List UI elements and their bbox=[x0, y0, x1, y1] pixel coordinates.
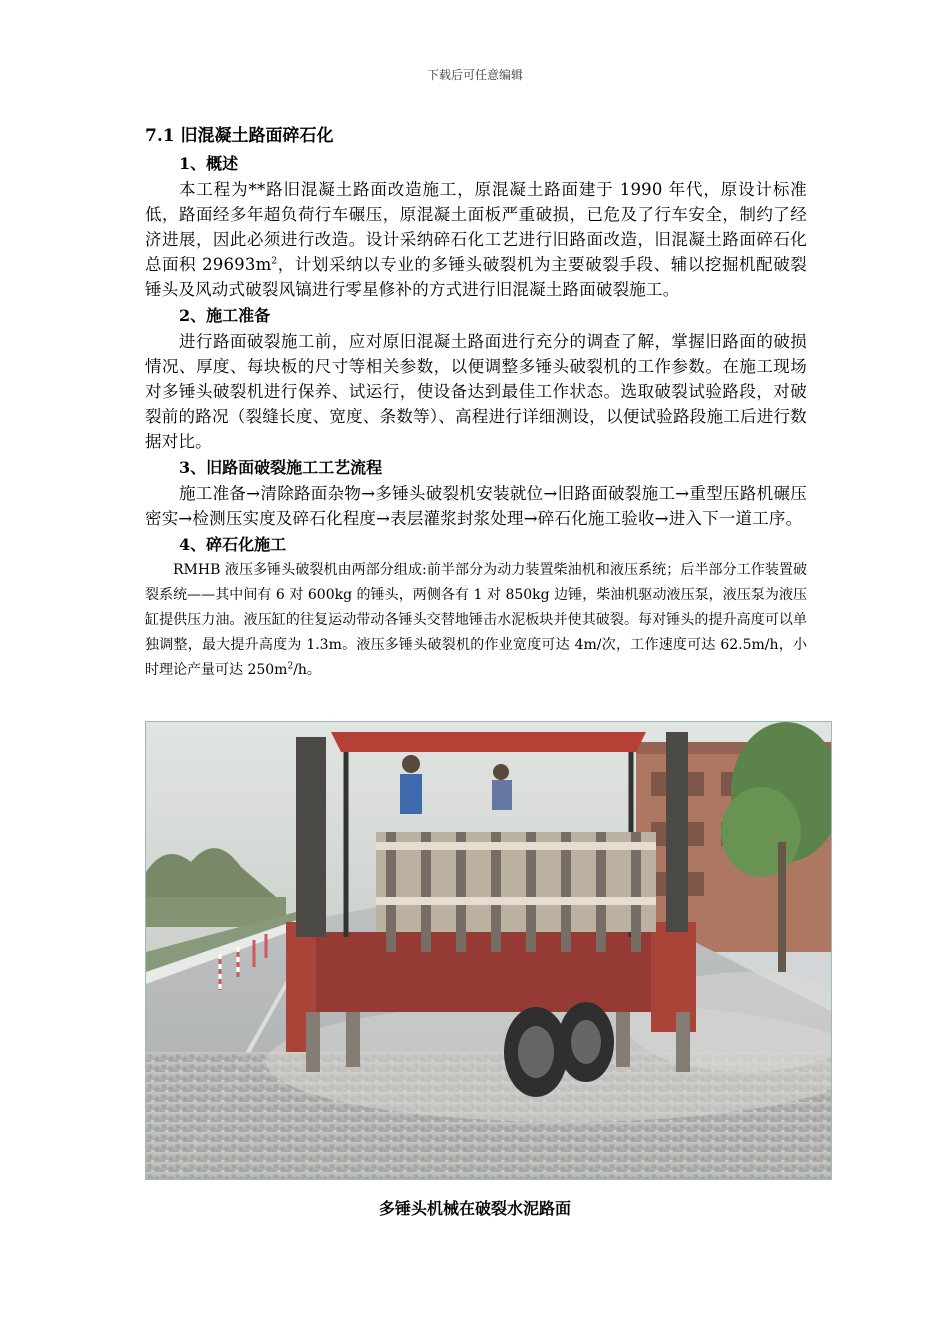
prep-heading: 2、施工准备 bbox=[179, 306, 271, 325]
prep-paragraph: 进行路面破裂施工前，应对原旧混凝土路面进行充分的调查了解，掌握旧路面的破损情况、厚度、每块板的尺寸等相关参数，以便调整多锤头破裂机的工作参数。在施工现场对多锤头破裂机进行保养、试运行，使设备达到最佳工作状态。选取破裂试验路段，对破裂前的路况（裂缝长度、宽度、条数等）、高程进行详细测设，以便试验路段施工后进行数据对比。 bbox=[145, 332, 807, 451]
section-title: 7.1 旧混凝土路面碎石化 bbox=[145, 126, 334, 146]
flow-paragraph: 施工准备→清除路面杂物→多锤头破裂机安装就位→旧路面破裂施工→重型压路机碾压密实→检测压实度及碎石化程度→表层灌浆封浆处理→碎石化施工验收→进入下一道工序。 bbox=[145, 484, 807, 528]
overview-paragraph bbox=[145, 177, 807, 302]
gravel-heading: 4、碎石化施工 bbox=[179, 535, 287, 554]
gravel-superscript: 2 bbox=[287, 661, 294, 672]
figure-caption: 多锤头机械在破裂水泥路面 bbox=[378, 1199, 571, 1218]
photo-illustration bbox=[146, 722, 832, 1180]
page-header-note: 下载后可任意编辑 bbox=[426, 68, 523, 82]
overview-heading: 1、概述 bbox=[179, 154, 239, 173]
overview-text-b: ，计划采纳以专业的多锤头破裂机为主要破裂手段、辅以挖掘机配破裂锤头及风动式破裂风镐进行零星修补的方式进行旧混凝土路面破裂施工。 bbox=[145, 255, 807, 299]
overview-text-a: 本工程为**路旧混凝土路面改造施工，原混凝土路面建于 1990 年代，原设计标准低，路面经多年超负荷行车碾压，原混凝土面板严重破损，已危及了行车安全，制约了经济进展，因此必须进行改造。设计采纳碎石化工艺进行旧路面改造，旧混凝土路面碎石化总面积 29693m bbox=[145, 180, 807, 274]
breaker-machine-photo bbox=[145, 721, 832, 1180]
gravel-text-a: RMHB 液压多锤头破裂机由两部分组成:前半部分为动力装置柴油机和液压系统；后半部分工作装置破裂系统——其中间有 6 对 600kg 的锤头，两侧各有 1 对 850kg 边锤，柴油机驱动液压泵，液压泵为液压缸提供压力油。液压缸的往复运动带动各锤头交替地锤击水泥板块并使其破裂。每对锤头的提升高度可以单独调整，最大提升高度为 1.3m。液压多锤头破裂机的作业宽度可达 4m/次，工作速度可达 62.5m/h，小时理论产量可达 250m bbox=[145, 562, 807, 678]
document-body bbox=[145, 122, 807, 683]
gravel-paragraph bbox=[145, 558, 807, 683]
overview-superscript: 2 bbox=[271, 256, 278, 267]
flow-heading: 3、旧路面破裂施工工艺流程 bbox=[179, 458, 383, 477]
gravel-text-b: /h。 bbox=[293, 662, 321, 678]
